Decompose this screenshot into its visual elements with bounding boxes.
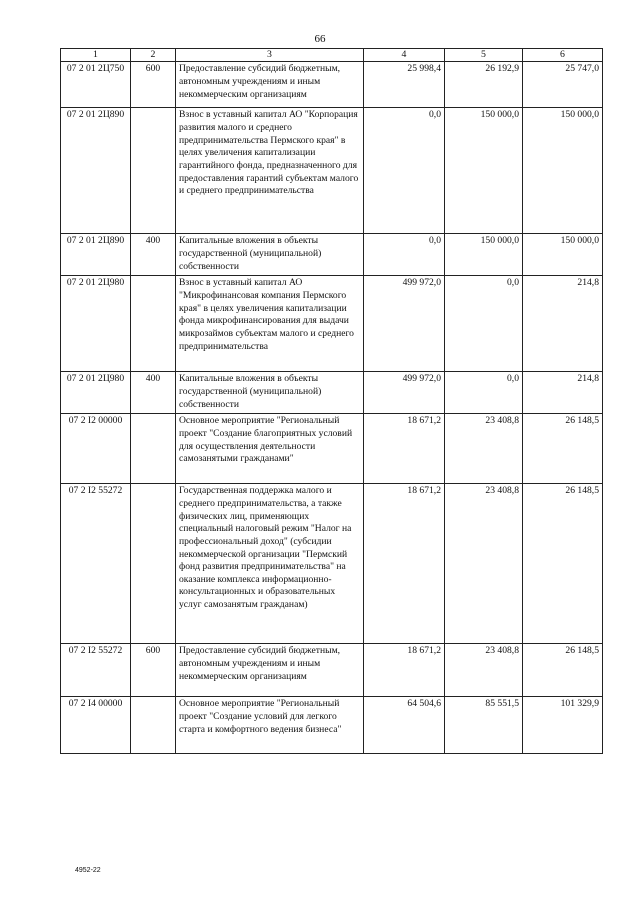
row-code: 07 2 01 2Ц890 (61, 108, 131, 234)
page-number: 66 (314, 33, 326, 45)
row-value-3: 26 148,5 (523, 484, 603, 644)
row-value-1: 18 671,2 (364, 644, 445, 697)
row-description: Капитальные вложения в объекты государственной (муниципальной) собственности (176, 372, 364, 414)
row-code: 07 2 01 2Ц750 (61, 62, 131, 108)
row-value-1: 0,0 (364, 108, 445, 234)
row-value-1: 64 504,6 (364, 697, 445, 754)
table-row (61, 484, 603, 644)
table-row (61, 108, 603, 234)
row-code: 07 2 01 2Ц980 (61, 372, 131, 414)
row-value-1: 499 972,0 (364, 372, 445, 414)
row-expense-type: 400 (131, 234, 176, 276)
row-expense-type: 600 (131, 62, 176, 108)
row-expense-type: 400 (131, 372, 176, 414)
row-code: 07 2 01 2Ц890 (61, 234, 131, 276)
row-value-2: 23 408,8 (445, 644, 523, 697)
row-code: 07 2 I2 00000 (61, 414, 131, 484)
row-description: Основное мероприятие "Региональный проект "Создание условий для легкого старта и комфортного ведения бизнеса" (176, 697, 364, 754)
row-expense-type (131, 108, 176, 234)
col-header-4: 4 (364, 49, 445, 62)
row-value-2: 150 000,0 (445, 234, 523, 276)
table-row (61, 234, 603, 276)
table-row (61, 276, 603, 372)
row-expense-type: 600 (131, 644, 176, 697)
row-value-3: 101 329,9 (523, 697, 603, 754)
row-value-3: 150 000,0 (523, 108, 603, 234)
row-description: Предоставление субсидий бюджетным, автономным учреждениям и иным некоммерческим организациям (176, 62, 364, 108)
row-value-2: 23 408,8 (445, 414, 523, 484)
row-value-2: 150 000,0 (445, 108, 523, 234)
row-expense-type (131, 697, 176, 754)
col-header-6: 6 (523, 49, 603, 62)
row-value-3: 214,8 (523, 276, 603, 372)
row-value-1: 18 671,2 (364, 414, 445, 484)
row-value-3: 214,8 (523, 372, 603, 414)
header-row (61, 49, 603, 62)
row-value-1: 18 671,2 (364, 484, 445, 644)
col-header-2: 2 (131, 49, 176, 62)
row-value-2: 26 192,9 (445, 62, 523, 108)
table-row (61, 414, 603, 484)
row-code: 07 2 I2 55272 (61, 644, 131, 697)
row-description: Государственная поддержка малого и среднего предпринимательства, а также физических лиц, применяющих специальный налоговый режим "Налог на профессиональный доход" (субсидии некоммерческой организации "Пермский фонд развития предпринимательства" на оказание комплекса информационно-консультационных и образовательных услуг самозанятым гражданам) (176, 484, 364, 644)
table-row (61, 644, 603, 697)
row-description: Взнос в уставный капитал АО "Микрофинансовая компания Пермского края" в целях увеличения капитализации фонда микрофинансирования для выдачи микрозаймов субъектам малого и среднего предпринимательства (176, 276, 364, 372)
budget-table (60, 48, 603, 754)
table-row (61, 697, 603, 754)
table-row (61, 372, 603, 414)
row-value-1: 0,0 (364, 234, 445, 276)
row-description: Основное мероприятие "Региональный проект "Создание благоприятных условий для осуществления деятельности самозанятыми гражданами" (176, 414, 364, 484)
row-value-2: 85 551,5 (445, 697, 523, 754)
row-expense-type (131, 414, 176, 484)
col-header-5: 5 (445, 49, 523, 62)
row-expense-type (131, 276, 176, 372)
col-header-3: 3 (176, 49, 364, 62)
row-description: Предоставление субсидий бюджетным, автономным учреждениям и иным некоммерческим организациям (176, 644, 364, 697)
col-header-1: 1 (61, 49, 131, 62)
row-code: 07 2 I4 00000 (61, 697, 131, 754)
row-value-3: 26 148,5 (523, 414, 603, 484)
table-row (61, 62, 603, 108)
row-value-3: 150 000,0 (523, 234, 603, 276)
row-value-2: 23 408,8 (445, 484, 523, 644)
row-value-3: 26 148,5 (523, 644, 603, 697)
row-code: 07 2 01 2Ц980 (61, 276, 131, 372)
row-value-1: 25 998,4 (364, 62, 445, 108)
row-value-1: 499 972,0 (364, 276, 445, 372)
row-description: Капитальные вложения в объекты государственной (муниципальной) собственности (176, 234, 364, 276)
row-expense-type (131, 484, 176, 644)
row-code: 07 2 I2 55272 (61, 484, 131, 644)
row-description: Взнос в уставный капитал АО "Корпорация развития малого и среднего предпринимательства Пермского края" в целях увеличения капитализации гарантийного фонда, предназначенного для предоставления гарантий субъектам малого и среднего предпринимательства (176, 108, 364, 234)
document-code: 4952-22 (75, 867, 101, 874)
row-value-2: 0,0 (445, 276, 523, 372)
row-value-2: 0,0 (445, 372, 523, 414)
row-value-3: 25 747,0 (523, 62, 603, 108)
